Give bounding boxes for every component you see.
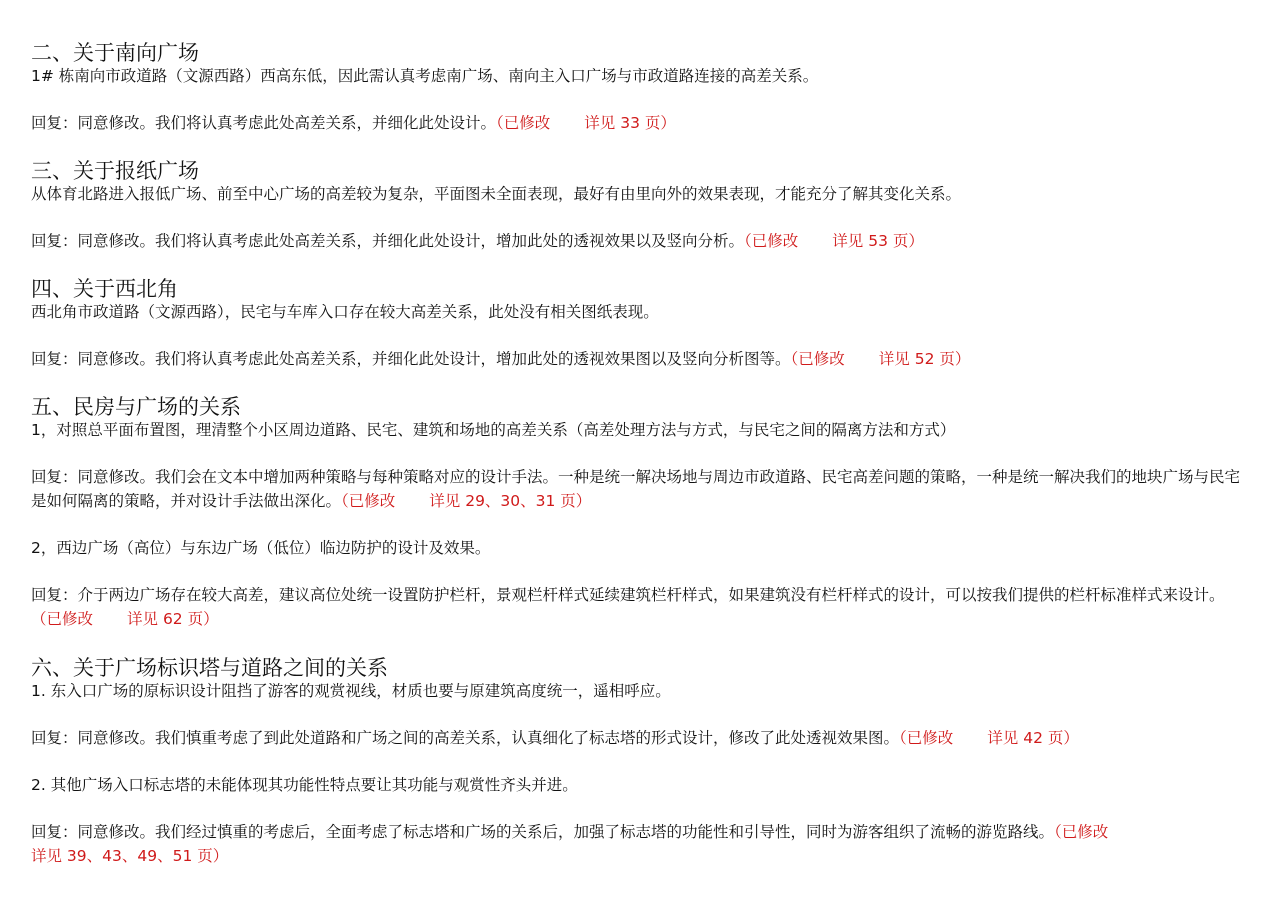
revised-mark: （已修改 xyxy=(1054,823,1109,841)
section-heading: 四、关于西北角 xyxy=(31,277,178,301)
section-south-plaza xyxy=(31,42,1241,135)
section-heading: 三、关于报纸广场 xyxy=(31,159,199,183)
page-reference: 详见 52 页） xyxy=(878,350,971,368)
section-housing-plaza xyxy=(31,396,1241,631)
revised-mark: （已修改 xyxy=(31,610,94,628)
reply-paragraph xyxy=(31,820,1241,868)
reply-paragraph xyxy=(31,111,1241,135)
reply-text: 回复：同意修改。我们将认真考虑此处高差关系，并细化此处设计，增加此处的透视效果以及竖向分析。 xyxy=(31,232,745,250)
revised-mark: （已修改 xyxy=(341,492,396,510)
section-newspaper-plaza xyxy=(31,160,1241,253)
reply-paragraph xyxy=(31,347,1241,371)
reply-text: 回复：同意修改。我们会在文本中增加两种策略与每种策略对应的设计手法。一种是统一解决场地与周边市政道路、民宅高差问题的策略，一种是统一解决我们的地块广场与民宅是如何隔离的策略，并对设计手法做出深化。 xyxy=(31,468,1241,510)
issue-text: 2. 其他广场入口标志塔的未能体现其功能性特点要让其功能与观赏性齐头并进。 xyxy=(31,776,578,794)
reply-text: 回复：介于两边广场存在较大高差，建议高位处统一设置防护栏杆，景观栏杆样式延续建筑栏杆样式，如果建筑没有栏杆样式的设计，可以按我们提供的栏杆标准样式来设计。 xyxy=(31,586,1225,604)
page-reference: 详见 29、30、31 页） xyxy=(429,492,592,510)
issue-text: 1. 东入口广场的原标识设计阻挡了游客的观赏视线，材质也要与原建筑高度统一，遥相呼应。 xyxy=(31,682,671,700)
reply-text: 回复：同意修改。我们经过慎重的考虑后，全面考虑了标志塔和广场的关系后，加强了标志塔的功能性和引导性，同时为游客组织了流畅的游览路线。 xyxy=(31,823,1055,841)
section-heading: 二、关于南向广场 xyxy=(31,41,199,65)
revised-mark: （已修改 xyxy=(899,729,954,747)
reply-text: 回复：同意修改。我们将认真考虑此处高差关系，并细化此处设计，增加此处的透视效果图以及竖向分析图等。 xyxy=(31,350,791,368)
reply-paragraph xyxy=(31,229,1241,253)
revised-mark: （已修改 xyxy=(744,232,799,250)
issue-text: 从体育北路进入报低广场、前至中心广场的高差较为复杂，平面图未全面表现，最好有由里向外的效果表现，才能充分了解其变化关系。 xyxy=(31,185,962,203)
issue-text: 2，西边广场（高位）与东边广场（低位）临边防护的设计及效果。 xyxy=(31,539,491,557)
section-heading: 五、民房与广场的关系 xyxy=(31,395,241,419)
page-reference: 详见 53 页） xyxy=(832,232,924,250)
page-reference: 详见 33 页） xyxy=(584,114,676,132)
page-reference: 详见 62 页） xyxy=(127,610,219,628)
page-reference: 详见 39、43、49、51 页） xyxy=(31,847,229,865)
revised-mark: （已修改 xyxy=(496,114,551,132)
issue-text: 1，对照总平面布置图，理清整个小区周边道路、民宅、建筑和场地的高差关系（高差处理方法与方式，与民宅之间的隔离方法和方式） xyxy=(31,421,956,439)
revised-mark: （已修改 xyxy=(790,350,845,368)
issue-text: 1# 栋南向市政道路（文源西路）西高东低，因此需认真考虑南广场、南向主入口广场与市政道路连接的高差关系。 xyxy=(31,67,819,85)
reply-text: 回复：同意修改。我们慎重考虑了到此处道路和广场之间的高差关系，认真细化了标志塔的形式设计，修改了此处透视效果图。 xyxy=(31,729,900,747)
reply-paragraph xyxy=(31,726,1241,750)
issue-text: 西北角市政道路（文源西路），民宅与车库入口存在较大高差关系，此处没有相关图纸表现。 xyxy=(31,303,659,321)
section-signage-tower xyxy=(31,657,1241,868)
reply-paragraph xyxy=(31,583,1241,631)
reply-text: 回复：同意修改。我们将认真考虑此处高差关系，并细化此处设计。 xyxy=(31,114,497,132)
section-northwest-corner xyxy=(31,278,1241,371)
section-heading: 六、关于广场标识塔与道路之间的关系 xyxy=(31,656,388,680)
reply-paragraph xyxy=(31,465,1241,513)
page-reference: 详见 42 页） xyxy=(987,729,1079,747)
